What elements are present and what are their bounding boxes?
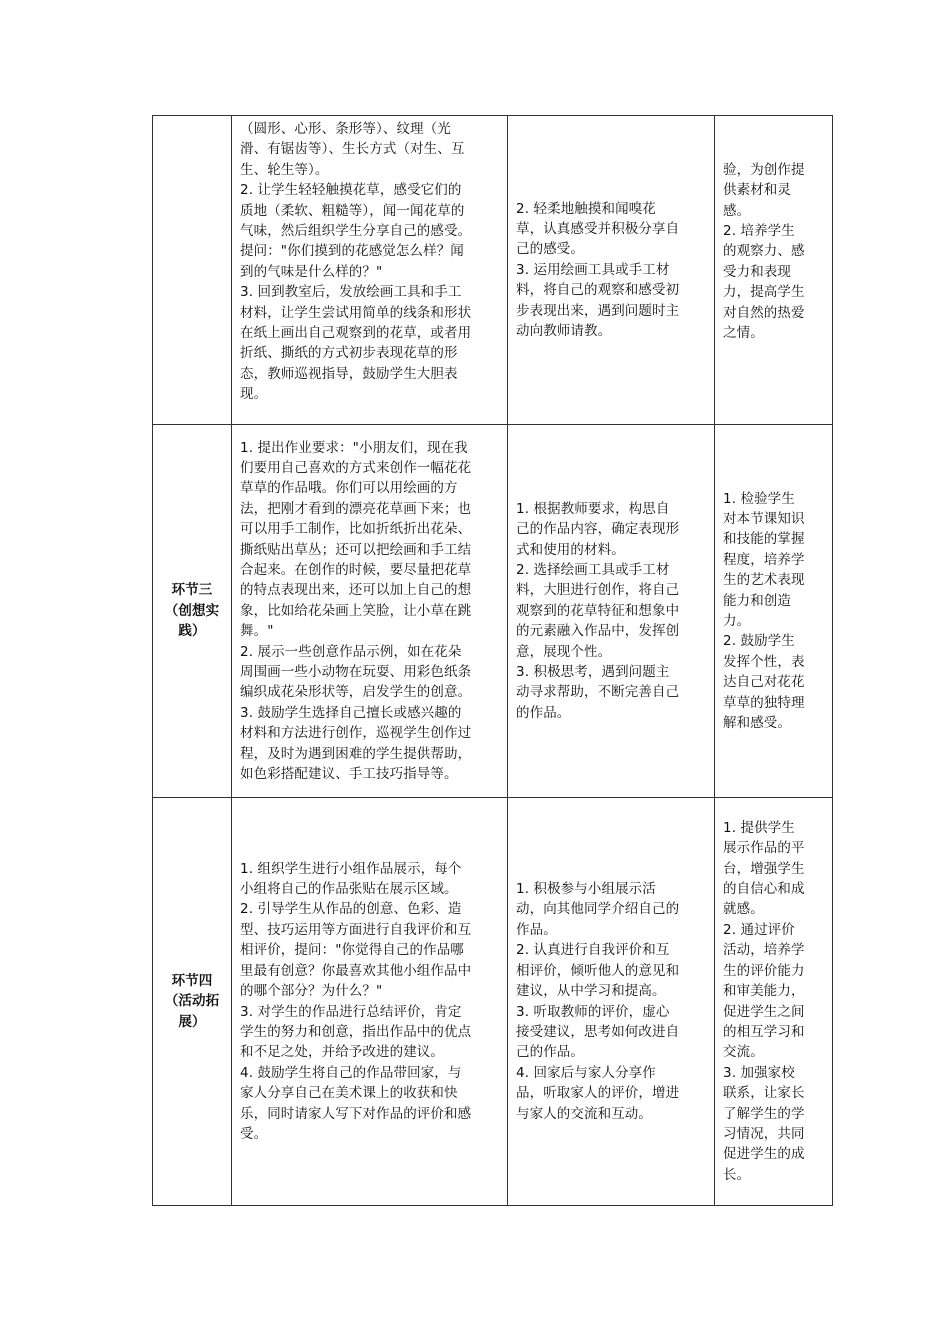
cell-line: 发挥个性，表 [723,653,805,670]
cell-line: 能力和创造 [723,592,791,609]
design-intent-cell [715,798,833,1206]
cell-line: 材料和方法进行创作，巡视学生创作过 [240,725,472,742]
cell-line: 观察到的花草特征和想象中 [516,602,680,619]
cell-line: 滑、有锯齿等）、生长方式（对生、互 [240,141,465,158]
cell-line: 料，大胆进行创作，将自己 [516,582,680,599]
cell-line: 步表现出来，遇到问题时主 [516,302,680,319]
cell-line: 程，及时为遇到困难的学生提供帮助， [240,745,472,762]
cell-line: 象，比如给花朵画上笑脸，让小草在跳 [240,602,472,619]
cell-line: 意，展现个性。 [516,643,612,660]
cell-line: 草草的作品哦。你们可以用绘画的方 [240,480,458,497]
design-intent-cell [715,116,833,425]
cell-line: 感。 [723,202,751,219]
cell-line: 和技能的掌握 [723,531,805,548]
cell-line: 己的感受。 [516,241,584,258]
cell-line: 对自然的热爱 [723,304,805,321]
cell-line: 舞。" [240,623,274,640]
cell-line: 的哪个部分？为什么？" [240,983,383,1000]
cell-line: 现。 [240,386,268,403]
cell-line: 2. 选择绘画工具或手工材 [516,561,670,578]
lesson-plan-table [152,115,833,1206]
cell-line: 2. 培养学生 [723,223,795,240]
cell-line: 料，将自己的观察和感受初 [516,282,680,299]
cell-line: 里最有创意？你最喜欢其他小组作品中 [240,962,472,979]
cell-line: 乐，同时请家人写下对作品的评价和感 [240,1105,472,1122]
cell-line: 的观察力、感 [723,243,805,260]
cell-line: 长。 [723,1166,751,1183]
section-cell: 环节三（创想实践） [153,425,232,798]
cell-line: 受力和表现 [723,263,791,280]
cell-line: 相评价，倾听他人的意见和 [516,962,680,979]
cell-line: 了解学生的学 [723,1105,805,1122]
cell-line: 3. 鼓励学生选择自己擅长或感兴趣的 [240,704,462,721]
cell-line: 交流。 [723,1044,764,1061]
cell-line [723,119,824,139]
cell-line: 4. 鼓励学生将自己的作品带回家，与 [240,1064,462,1081]
cell-line: 对本节课知识 [723,510,805,527]
design-intent-cell [715,425,833,798]
cell-line: 草，认真感受并积极分享自 [516,220,680,237]
teacher-activity-cell [232,425,508,798]
cell-line: 2. 引导学生从作品的创意、色彩、造 [240,901,462,918]
cell-line: 气味，然后组织学生分享自己的感受。 [240,223,472,240]
cell-line: 3. 加强家校 [723,1064,795,1081]
cell-line: 动向教师请教。 [516,323,612,340]
cell-line: 接受建议，思考如何改进自 [516,1023,680,1040]
cell-line: 折纸、撕纸的方式初步表现花草的形 [240,345,458,362]
cell-line: 力。 [723,613,751,629]
cell-line: 2. 让学生轻轻触摸花草，感受它们的 [240,182,462,199]
cell-line: 动，向其他同学介绍自己的 [516,901,680,918]
cell-line: 生的评价能力 [723,962,805,979]
cell-line: 型、技巧运用等方面进行自我评价和互 [240,921,472,938]
cell-line: 的自信心和成 [723,881,805,898]
cell-line: 与家人的交流和互动。 [516,1105,652,1122]
student-activity-cell [508,116,715,425]
cell-line: 材料，让学生尝试用简单的线条和形状 [240,304,472,321]
cell-line: 台，增强学生 [723,860,805,877]
cell-line: 力，提高学生 [723,284,805,301]
cell-line: 解和感受。 [723,715,791,732]
cell-line: 3. 回到教室后，发放绘画工具和手工 [240,284,462,301]
cell-line: 程度，培养学 [723,551,805,568]
cell-line: 就感。 [723,901,764,918]
cell-line: 合起来。在创作的时候，要尽量把花草 [240,561,472,578]
cell-line: 2. 通过评价 [723,921,795,938]
cell-line: 展示作品的平 [723,840,805,857]
cell-line: 联系，让家长 [723,1085,805,1102]
teacher-activity-cell [232,798,508,1206]
cell-line: 1. 检验学生 [723,490,795,507]
cell-line: 撕纸贴出草丛；还可以把绘画和手工结 [240,541,472,558]
student-activity-cell [508,798,715,1206]
section-cell [153,116,232,425]
cell-line: 2. 轻柔地触摸和闻嗅花 [516,200,656,217]
cell-line: 和不足之处，并给予改进的建议。 [240,1044,444,1061]
cell-line: 的特点表现出来，还可以加上自己的想 [240,582,472,599]
table-row [153,798,833,1206]
cell-line: 习情况，共同 [723,1125,805,1142]
teacher-activity-cell [232,116,508,425]
student-activity-cell [508,425,715,798]
cell-line: 和审美能力， [723,983,805,1000]
cell-line: 1. 积极参与小组展示活 [516,881,656,898]
cell-line: 态，教师巡视指导，鼓励学生大胆表 [240,365,458,382]
cell-line: 可以用手工制作，比如折纸折出花朵、 [240,521,472,538]
cell-line: 品，听取家人的评价，增进 [516,1085,680,1102]
cell-line: 质地（柔软、粗糙等），闻一闻花草的 [240,202,465,219]
cell-line: 到的气味是什么样的？" [240,263,383,280]
cell-line: 家人分享自己在美术课上的收获和快 [240,1085,458,1102]
cell-line: 学生的努力和创意，指出作品中的优点 [240,1023,472,1040]
cell-line: 3. 运用绘画工具或手工材 [516,261,670,278]
cell-line: 促进学生之间 [723,1003,805,1020]
cell-line: 作品。 [516,921,557,938]
cell-line: 2. 鼓励学生 [723,633,795,650]
table-row [153,116,833,425]
cell-line: 1. 提供学生 [723,819,795,836]
cell-line: 3. 听取教师的评价，虚心 [516,1003,670,1020]
cell-line: 活动，培养学 [723,942,805,959]
cell-line: 提问："你们摸到的花感觉怎么样？闻 [240,243,464,260]
cell-line: 己的作品内容，确定表现形 [516,521,680,538]
cell-line: 编织成花朵形状等，启发学生的创意。 [240,684,472,701]
section-cell: 环节四（活动拓展） [153,798,232,1206]
cell-line: 如色彩搭配建议、手工技巧指导等。 [240,766,458,783]
cell-line: 周围画一些小动物在玩耍、用彩色纸条 [240,664,472,681]
cell-line: 4. 回家后与家人分享作 [516,1064,656,1081]
cell-line: 在纸上画出自己观察到的花草，或者用 [240,325,472,342]
cell-line: 之情。 [723,325,764,342]
cell-line: 己的作品。 [516,1044,584,1061]
cell-line: 式和使用的材料。 [516,541,625,558]
cell-line: 们要用自己喜欢的方式来创作一幅花花 [240,459,472,476]
cell-line: 3. 积极思考，遇到问题主 [516,664,670,681]
cell-line: 生的艺术表现 [723,572,805,589]
cell-line: 2. 展示一些创意作品示例，如在花朵 [240,643,462,660]
cell-line: 动寻求帮助，不断完善自己 [516,684,680,701]
cell-line: 的元素融入作品中，发挥创 [516,623,680,640]
cell-line: 1. 组织学生进行小组作品展示，每个 [240,860,462,877]
cell-line: 的相互学习和 [723,1023,805,1040]
cell-line: 的作品。 [516,704,571,721]
cell-line: 小组将自己的作品张贴在展示区域。 [240,881,458,898]
cell-line: 1. 提出作业要求："小朋友们，现在我 [240,439,468,456]
cell-line [723,139,824,159]
cell-line: 促进学生的成 [723,1146,805,1163]
cell-line: 1. 根据教师要求，构思自 [516,500,670,517]
cell-line: 达自己对花花 [723,674,805,691]
cell-line: 相评价，提问："你觉得自己的作品哪 [240,942,464,959]
cell-line: 供素材和灵 [723,182,791,199]
cell-line: 2. 认真进行自我评价和互 [516,942,670,959]
table-row [153,425,833,798]
cell-line: （圆形、心形、条形等）、纹理（光 [240,121,451,137]
cell-line: 法，把刚才看到的漂亮花草画下来；也 [240,500,472,517]
cell-line: 建议，从中学习和提高。 [516,983,666,1000]
cell-line: 验，为创作提 [723,161,805,178]
cell-line: 草草的独特理 [723,694,805,711]
cell-line: 生、轮生等）。 [240,161,329,178]
cell-line: 3. 对学生的作品进行总结评价，肯定 [240,1003,462,1020]
cell-line: 受。 [240,1125,268,1142]
